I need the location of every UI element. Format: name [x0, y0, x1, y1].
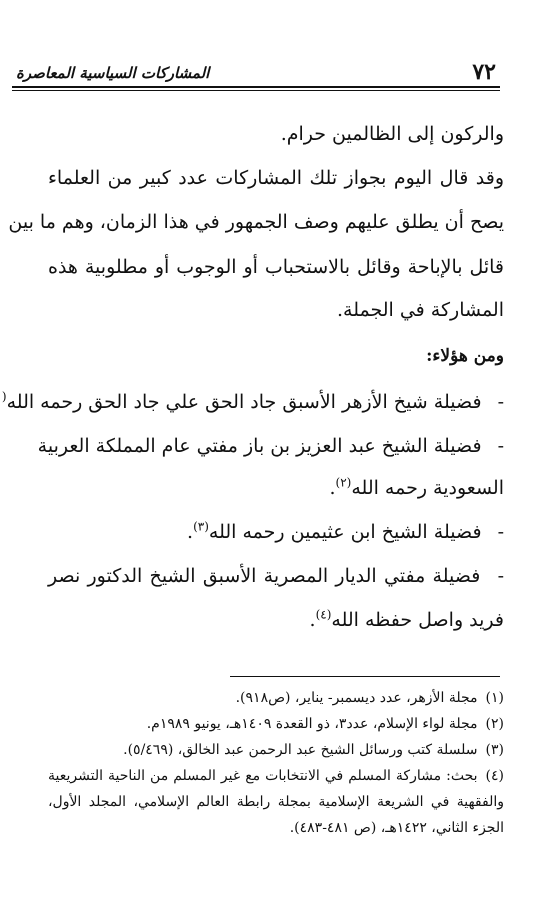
footnote-4-cont-1	[48, 790, 504, 814]
footnote-text: والفقهية في الشريعة الإسلامية بمجلة رابطة العالم الإسلامي، المجلد الأول،	[48, 794, 504, 810]
body-line-2: وقد قال اليوم بجواز تلك المشاركات عدد كبير من العلماء	[48, 167, 504, 189]
list-item-text: فضيلة الشيخ عبد العزيز بن باز مفتي عام المملكة العربية	[37, 435, 482, 457]
header-rule	[12, 86, 500, 88]
footnote-4	[48, 764, 504, 788]
list-item-text: فريد واصل حفظه الله	[331, 609, 504, 631]
header-rule-thin	[12, 90, 500, 91]
list-item-period: .	[187, 521, 194, 543]
footnote-4-cont-2	[48, 816, 504, 840]
footnote-3	[48, 738, 504, 762]
footnote-ref: (٢)	[335, 475, 352, 490]
list-dash: -	[497, 521, 504, 543]
footnote-text: مجلة لواء الإسلام، عدد٣، ذو القعدة ١٤٠٩هـ، يونيو ١٩٨٩م.	[146, 716, 478, 732]
footnote-2	[48, 712, 504, 736]
list-dash: -	[497, 435, 504, 457]
running-header	[12, 58, 500, 90]
footnote-ref: (٣)	[193, 519, 209, 534]
list-item-2	[37, 428, 504, 464]
footnote-ref: (	[1, 389, 7, 404]
footnote-number: (١)	[485, 690, 504, 706]
list-item-period: .	[329, 477, 336, 499]
footnote-ref: (٤)	[315, 607, 332, 622]
body-line-4: قائل بالإباحة وقائل بالاستحباب أو الوجوب أو مطلوبية هذه	[48, 256, 504, 278]
page-number: ٧٢	[472, 59, 496, 85]
list-item-4	[48, 558, 504, 594]
footnote-text: الجزء الثاني، ١٤٢٢هـ، (ص ٤٨١-٤٨٣).	[289, 820, 504, 836]
footnote-1	[48, 686, 504, 710]
footnote-text: بحث: مشاركة المسلم في الانتخابات مع غير المسلم من الناحية التشريعية	[48, 768, 478, 784]
body-line-1: والركون إلى الظالمين حرام.	[280, 123, 504, 145]
footnote-number: (٣)	[485, 742, 504, 758]
body-line-5: المشاركة في الجملة.	[336, 299, 504, 321]
book-title: المشاركات السياسية المعاصرة	[16, 64, 210, 82]
body-line-3: يصح أن يطلق عليهم وصف الجمهور في هذا الزمان، وهم ما بين	[8, 211, 504, 233]
list-dash: -	[497, 391, 504, 413]
footnote-number: (٤)	[485, 768, 504, 784]
footnote-number: (٢)	[485, 716, 504, 732]
list-item-2-cont	[48, 470, 504, 506]
list-dash: -	[497, 565, 504, 587]
footnote-text: سلسلة كتب ورسائل الشيخ عبد الرحمن عبد الخالق، (٥/٤٦٩).	[123, 742, 478, 758]
list-item-3	[48, 514, 504, 550]
footnote-text: مجلة الأزهر، عدد ديسمبر- يناير، (ص٩١٨).	[235, 690, 478, 706]
list-item-text: فضيلة شيخ الأزهر الأسبق جاد الحق علي جاد الحق رحمه الله	[6, 391, 482, 413]
footnote-separator	[230, 676, 500, 677]
list-item-text: فضيلة الشيخ ابن عثيمين رحمه الله	[208, 521, 482, 543]
list-item-1	[1, 384, 504, 420]
list-intro: ومن هؤلاء:	[426, 346, 504, 366]
list-item-4-cont	[48, 602, 504, 638]
list-item-text: فضيلة مفتي الديار المصرية الأسبق الشيخ الدكتور نصر	[48, 565, 481, 587]
list-item-text: السعودية رحمه الله	[351, 477, 504, 499]
list-item-period: .	[309, 609, 316, 631]
